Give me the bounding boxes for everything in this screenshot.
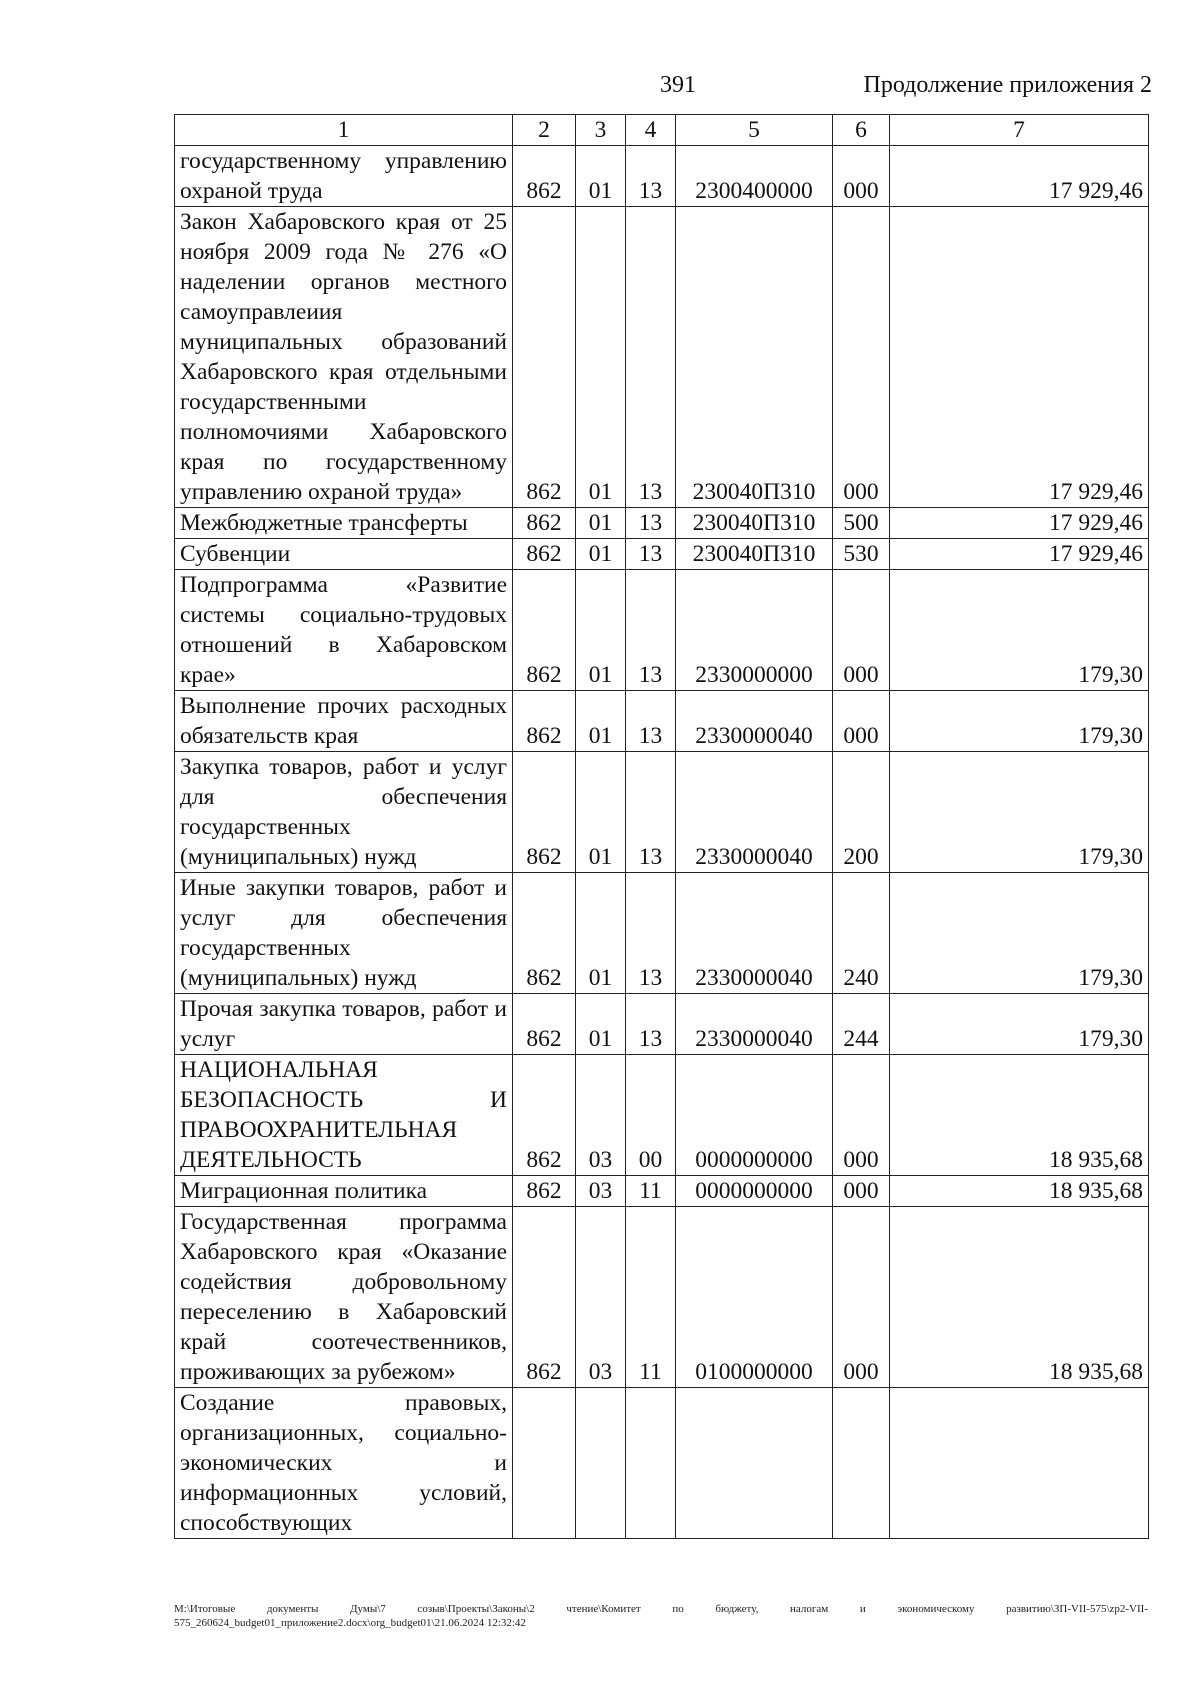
page-number: 391: [660, 72, 696, 98]
amount-cell: [890, 1388, 1149, 1539]
expense-name-cell: Закон Хабаровского края от 25 ноября 2009 года № 276 «О наделении органов местного самоуправлеиия муниципальных образований Хабаровского края отдельными государственными полномочиями Хабаровского края по государственному управлению охраной труда»: [175, 207, 513, 508]
expense-type-cell: 500: [833, 508, 890, 539]
ministry-code-cell: 862: [513, 691, 576, 752]
section-cell: 01: [576, 691, 626, 752]
section-cell: 03: [576, 1055, 626, 1176]
amount-cell: 18 935,68: [890, 1207, 1149, 1388]
expense-name-cell: Закупка товаров, работ и услуг для обеспечения государственных (муниципальных) нужд: [175, 752, 513, 873]
expense-name-cell: Выполнение прочих расходных обязательств края: [175, 691, 513, 752]
table-row: [175, 207, 1149, 508]
section-cell: 03: [576, 1207, 626, 1388]
subsection-cell: 13: [626, 691, 676, 752]
expense-type-cell: 244: [833, 994, 890, 1055]
target-article-cell: [676, 1388, 833, 1539]
continuation-title: Продолжение приложения 2: [863, 72, 1152, 98]
target-article-cell: 2330000040: [676, 994, 833, 1055]
amount-cell: 18 935,68: [890, 1176, 1149, 1207]
ministry-code-cell: 862: [513, 570, 576, 691]
expense-name-cell: Подпрограмма «Развитие системы социально-трудовых отношений в Хабаровском крае»: [175, 570, 513, 691]
target-article-cell: 2300400000: [676, 146, 833, 207]
table-row: [175, 539, 1149, 570]
table-row: [175, 1207, 1149, 1388]
expense-type-cell: 000: [833, 146, 890, 207]
amount-cell: 17 929,46: [890, 146, 1149, 207]
amount-cell: 179,30: [890, 994, 1149, 1055]
column-header: 3: [576, 115, 626, 146]
subsection-cell: 13: [626, 873, 676, 994]
section-cell: 03: [576, 1176, 626, 1207]
expense-type-cell: 000: [833, 207, 890, 508]
table-row: [175, 752, 1149, 873]
ministry-code-cell: 862: [513, 1055, 576, 1176]
ministry-code-cell: [513, 1388, 576, 1539]
column-header: 6: [833, 115, 890, 146]
ministry-code-cell: 862: [513, 994, 576, 1055]
subsection-cell: 13: [626, 570, 676, 691]
column-header: 2: [513, 115, 576, 146]
target-article-cell: 2330000040: [676, 691, 833, 752]
subsection-cell: 13: [626, 539, 676, 570]
ministry-code-cell: 862: [513, 539, 576, 570]
expense-name-cell: Создание правовых, организационных, социально-экономических и информационных условий, способствующих: [175, 1388, 513, 1539]
ministry-code-cell: 862: [513, 752, 576, 873]
column-header: 7: [890, 115, 1149, 146]
expense-name-cell: Миграционная политика: [175, 1176, 513, 1207]
ministry-code-cell: 862: [513, 873, 576, 994]
target-article-cell: 0000000000: [676, 1055, 833, 1176]
section-cell: 01: [576, 207, 626, 508]
section-cell: 01: [576, 873, 626, 994]
target-article-cell: 0000000000: [676, 1176, 833, 1207]
expense-name-cell: Государственная программа Хабаровского края «Оказание содействия добровольному переселению в Хабаровский край соотечественников, проживающих за рубежом»: [175, 1207, 513, 1388]
ministry-code-cell: 862: [513, 207, 576, 508]
amount-cell: 17 929,46: [890, 508, 1149, 539]
expense-type-cell: 000: [833, 570, 890, 691]
expense-type-cell: [833, 1388, 890, 1539]
table-row: [175, 691, 1149, 752]
ministry-code-cell: 862: [513, 1207, 576, 1388]
subsection-cell: 11: [626, 1176, 676, 1207]
subsection-cell: [626, 1388, 676, 1539]
table-row: [175, 873, 1149, 994]
expense-name-cell: Прочая закупка товаров, работ и услуг: [175, 994, 513, 1055]
table-row: [175, 1055, 1149, 1176]
target-article-cell: 2330000040: [676, 752, 833, 873]
expense-name-cell: Иные закупки товаров, работ и услуг для обеспечения государственных (муниципальных) нужд: [175, 873, 513, 994]
file-path-footer: M:\Итоговые документы Думы\7 созыв\Проекты\Законы\2 чтение\Комитет по бюджету, налогам и экономическому развитию\ЗП-VII-575\zp2-VII-575_260624_budget01_приложение2.docx\org_budget01\21.06.2024 12:32:42: [174, 1603, 1148, 1629]
expense-name-cell: Межбюджетные трансферты: [175, 508, 513, 539]
ministry-code-cell: 862: [513, 146, 576, 207]
expense-type-cell: 000: [833, 1176, 890, 1207]
expense-type-cell: 240: [833, 873, 890, 994]
section-cell: 01: [576, 508, 626, 539]
target-article-cell: 2330000000: [676, 570, 833, 691]
expense-type-cell: 200: [833, 752, 890, 873]
amount-cell: 179,30: [890, 873, 1149, 994]
subsection-cell: 11: [626, 1207, 676, 1388]
column-header: 1: [175, 115, 513, 146]
amount-cell: 17 929,46: [890, 539, 1149, 570]
table-row: [175, 508, 1149, 539]
expense-name-cell: НАЦИОНАЛЬНАЯ БЕЗОПАСНОСТЬ И ПРАВООХРАНИТЕЛЬНАЯ ДЕЯТЕЛЬНОСТЬ: [175, 1055, 513, 1176]
amount-cell: 179,30: [890, 691, 1149, 752]
column-header: 4: [626, 115, 676, 146]
amount-cell: 18 935,68: [890, 1055, 1149, 1176]
section-cell: [576, 1388, 626, 1539]
target-article-cell: 2330000040: [676, 873, 833, 994]
ministry-code-cell: 862: [513, 1176, 576, 1207]
target-article-cell: 230040П310: [676, 508, 833, 539]
section-cell: 01: [576, 539, 626, 570]
target-article-cell: 230040П310: [676, 207, 833, 508]
expense-name-cell: Субвенции: [175, 539, 513, 570]
section-cell: 01: [576, 570, 626, 691]
expense-name-cell: государственному управлению охраной труда: [175, 146, 513, 207]
budget-table: [174, 114, 1149, 1539]
section-cell: 01: [576, 752, 626, 873]
table-row: [175, 146, 1149, 207]
column-header: 5: [676, 115, 833, 146]
subsection-cell: 13: [626, 994, 676, 1055]
expense-type-cell: 530: [833, 539, 890, 570]
table-row: [175, 1176, 1149, 1207]
target-article-cell: 0100000000: [676, 1207, 833, 1388]
section-cell: 01: [576, 146, 626, 207]
expense-type-cell: 000: [833, 1207, 890, 1388]
amount-cell: 17 929,46: [890, 207, 1149, 508]
subsection-cell: 13: [626, 207, 676, 508]
table-row: [175, 570, 1149, 691]
target-article-cell: 230040П310: [676, 539, 833, 570]
ministry-code-cell: 862: [513, 508, 576, 539]
table-row: [175, 1388, 1149, 1539]
amount-cell: 179,30: [890, 752, 1149, 873]
expense-type-cell: 000: [833, 1055, 890, 1176]
amount-cell: 179,30: [890, 570, 1149, 691]
table-header-row: [175, 115, 1149, 146]
subsection-cell: 00: [626, 1055, 676, 1176]
section-cell: 01: [576, 994, 626, 1055]
subsection-cell: 13: [626, 752, 676, 873]
subsection-cell: 13: [626, 508, 676, 539]
table-row: [175, 994, 1149, 1055]
subsection-cell: 13: [626, 146, 676, 207]
expense-type-cell: 000: [833, 691, 890, 752]
